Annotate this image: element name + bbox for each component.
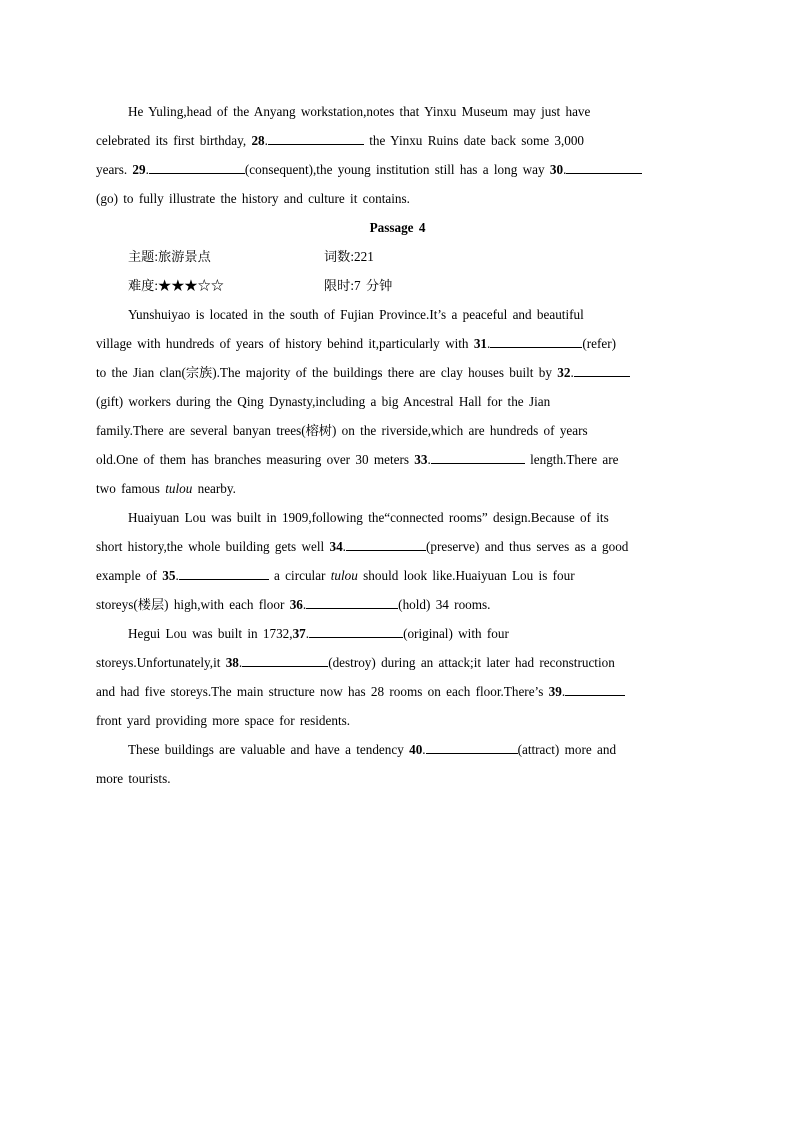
paragraph-line	[96, 416, 699, 445]
text: family.There are several banyan trees(榕树) on the riverside,which are hundreds of years	[96, 423, 588, 438]
answer-blank-36[interactable]	[306, 596, 398, 609]
text: length.There are	[524, 452, 619, 467]
answer-blank-31[interactable]	[490, 335, 582, 348]
answer-blank-28[interactable]	[268, 132, 364, 145]
text: He Yuling,head of the Anyang workstation,notes that Yinxu Museum may just have	[128, 104, 591, 119]
text: two famous	[96, 481, 166, 496]
text: (go) to fully illustrate the history and culture it contains.	[96, 191, 410, 206]
text: storeys(楼层) high,with each floor	[96, 597, 290, 612]
answer-blank-30[interactable]	[566, 161, 642, 174]
question-number-29: 29	[132, 162, 146, 177]
text-italic: tulou	[330, 568, 358, 583]
question-number-38: 38	[225, 655, 239, 670]
difficulty-label: 难度:★★★☆☆	[128, 278, 224, 293]
paragraph-line: to the Jian clan(宗族).The majority of the buildings there are clay houses built by 32.	[96, 358, 699, 387]
answer-blank-34[interactable]	[346, 538, 426, 551]
answer-blank-40[interactable]	[426, 741, 518, 754]
answer-blank-38[interactable]	[242, 654, 328, 667]
word-count-label: 词数:221	[324, 249, 374, 264]
text: (hold) 34 rooms.	[398, 597, 491, 612]
paragraph-line: village with hundreds of years of history behind it,particularly with 31. (refer)	[96, 336, 616, 351]
text: Huaiyuan Lou was built in 1909,following the“connected rooms” design.Because of its	[128, 510, 609, 525]
meta-row	[96, 242, 699, 271]
question-number-33: 33	[414, 452, 428, 467]
text: (destroy) during an attack;it later had reconstruction	[328, 655, 615, 670]
text: front yard providing more space for residents.	[96, 713, 351, 728]
text: These buildings are valuable and have a tendency	[128, 742, 410, 757]
paragraph-line: years. 29. (consequent),the young institution still has a long way 30.	[96, 155, 699, 184]
passage-title: Passage 4	[369, 220, 426, 235]
topic-label: 主题:旅游景点	[128, 249, 211, 264]
text: example of	[96, 568, 163, 583]
answer-blank-37[interactable]	[309, 625, 403, 638]
text: (preserve) and thus serves as a good	[425, 539, 629, 554]
text: a circular	[268, 568, 331, 583]
text: celebrated its first birthday,	[96, 133, 252, 148]
question-number-34: 34	[329, 539, 343, 554]
text: Hegui Lou was built in 1732,	[128, 626, 293, 641]
paragraph-line	[96, 97, 699, 126]
text: the Yinxu Ruins date back some 3,000	[363, 133, 585, 148]
text: nearby.	[192, 481, 236, 496]
text: (original) with four	[403, 626, 509, 641]
text-italic: tulou	[165, 481, 193, 496]
question-number-40: 40	[409, 742, 423, 757]
time-limit-label: 限时:7 分钟	[324, 278, 393, 293]
text: storeys.Unfortunately,it	[96, 655, 226, 670]
paragraph-line	[96, 300, 699, 329]
paragraph-line: and had five storeys.The main structure now has 28 rooms on each floor.There’s 39.	[96, 677, 699, 706]
question-number-31: 31	[473, 336, 488, 351]
answer-blank-35[interactable]	[179, 567, 269, 580]
paragraph-line	[96, 184, 699, 213]
text: short history,the whole building gets well	[96, 539, 330, 554]
answer-blank-39[interactable]	[565, 683, 625, 696]
answer-blank-32[interactable]	[574, 364, 630, 377]
document-page	[96, 97, 699, 793]
question-number-35: 35	[162, 568, 176, 583]
paragraph-line	[96, 764, 699, 793]
question-number-28: 28	[251, 133, 265, 148]
paragraph-line: Hegui Lou was built in 1732,37. (original) with four	[128, 626, 509, 641]
paragraph-line: short history,the whole building gets well 34. (preserve) and thus serves as a good	[96, 539, 629, 554]
text: village with hundreds of years of history behind it,particularly with	[96, 336, 474, 351]
text: Yunshuiyao is located in the south of Fujian Province.It’s a peaceful and beautiful	[128, 307, 584, 322]
text: more tourists.	[96, 771, 171, 786]
text: (consequent),the young institution still has a long way	[244, 162, 550, 177]
paragraph-line: storeys(楼层) high,with each floor 36. (hold) 34 rooms.	[96, 597, 491, 612]
text: and had five storeys.The main structure now has 28 rooms on each floor.There’s	[96, 684, 549, 699]
text: old.One of them has branches measuring over 30 meters	[96, 452, 415, 467]
text: (refer)	[582, 336, 616, 351]
paragraph-line	[96, 706, 699, 735]
paragraph-line	[96, 474, 699, 503]
paragraph-line	[96, 387, 699, 416]
text: should look like.Huaiyuan Lou is four	[357, 568, 575, 583]
meta-row	[96, 271, 699, 300]
paragraph-line: old.One of them has branches measuring over 30 meters 33. length.There are	[96, 452, 619, 467]
answer-blank-29[interactable]	[149, 161, 245, 174]
question-number-37: 37	[292, 626, 306, 641]
question-number-30: 30	[549, 162, 564, 177]
paragraph-line: example of 35. a circular tulou should look like.Huaiyuan Lou is four	[96, 568, 575, 583]
text: (attract) more and	[517, 742, 617, 757]
paragraph-line	[96, 503, 699, 532]
text: to the Jian clan(宗族).The majority of the buildings there are clay houses built by	[96, 365, 558, 380]
answer-blank-33[interactable]	[431, 451, 525, 464]
paragraph-line: These buildings are valuable and have a tendency 40. (attract) more and	[128, 742, 617, 757]
paragraph-line: celebrated its first birthday, 28. the Yinxu Ruins date back some 3,000	[96, 133, 585, 148]
paragraph-line: storeys.Unfortunately,it 38. (destroy) during an attack;it later had reconstruction	[96, 655, 615, 670]
question-number-32: 32	[557, 365, 571, 380]
question-number-36: 36	[289, 597, 303, 612]
question-number-39: 39	[548, 684, 562, 699]
text: years.	[96, 162, 133, 177]
text: (gift) workers during the Qing Dynasty,including a big Ancestral Hall for the Jian	[96, 394, 551, 409]
